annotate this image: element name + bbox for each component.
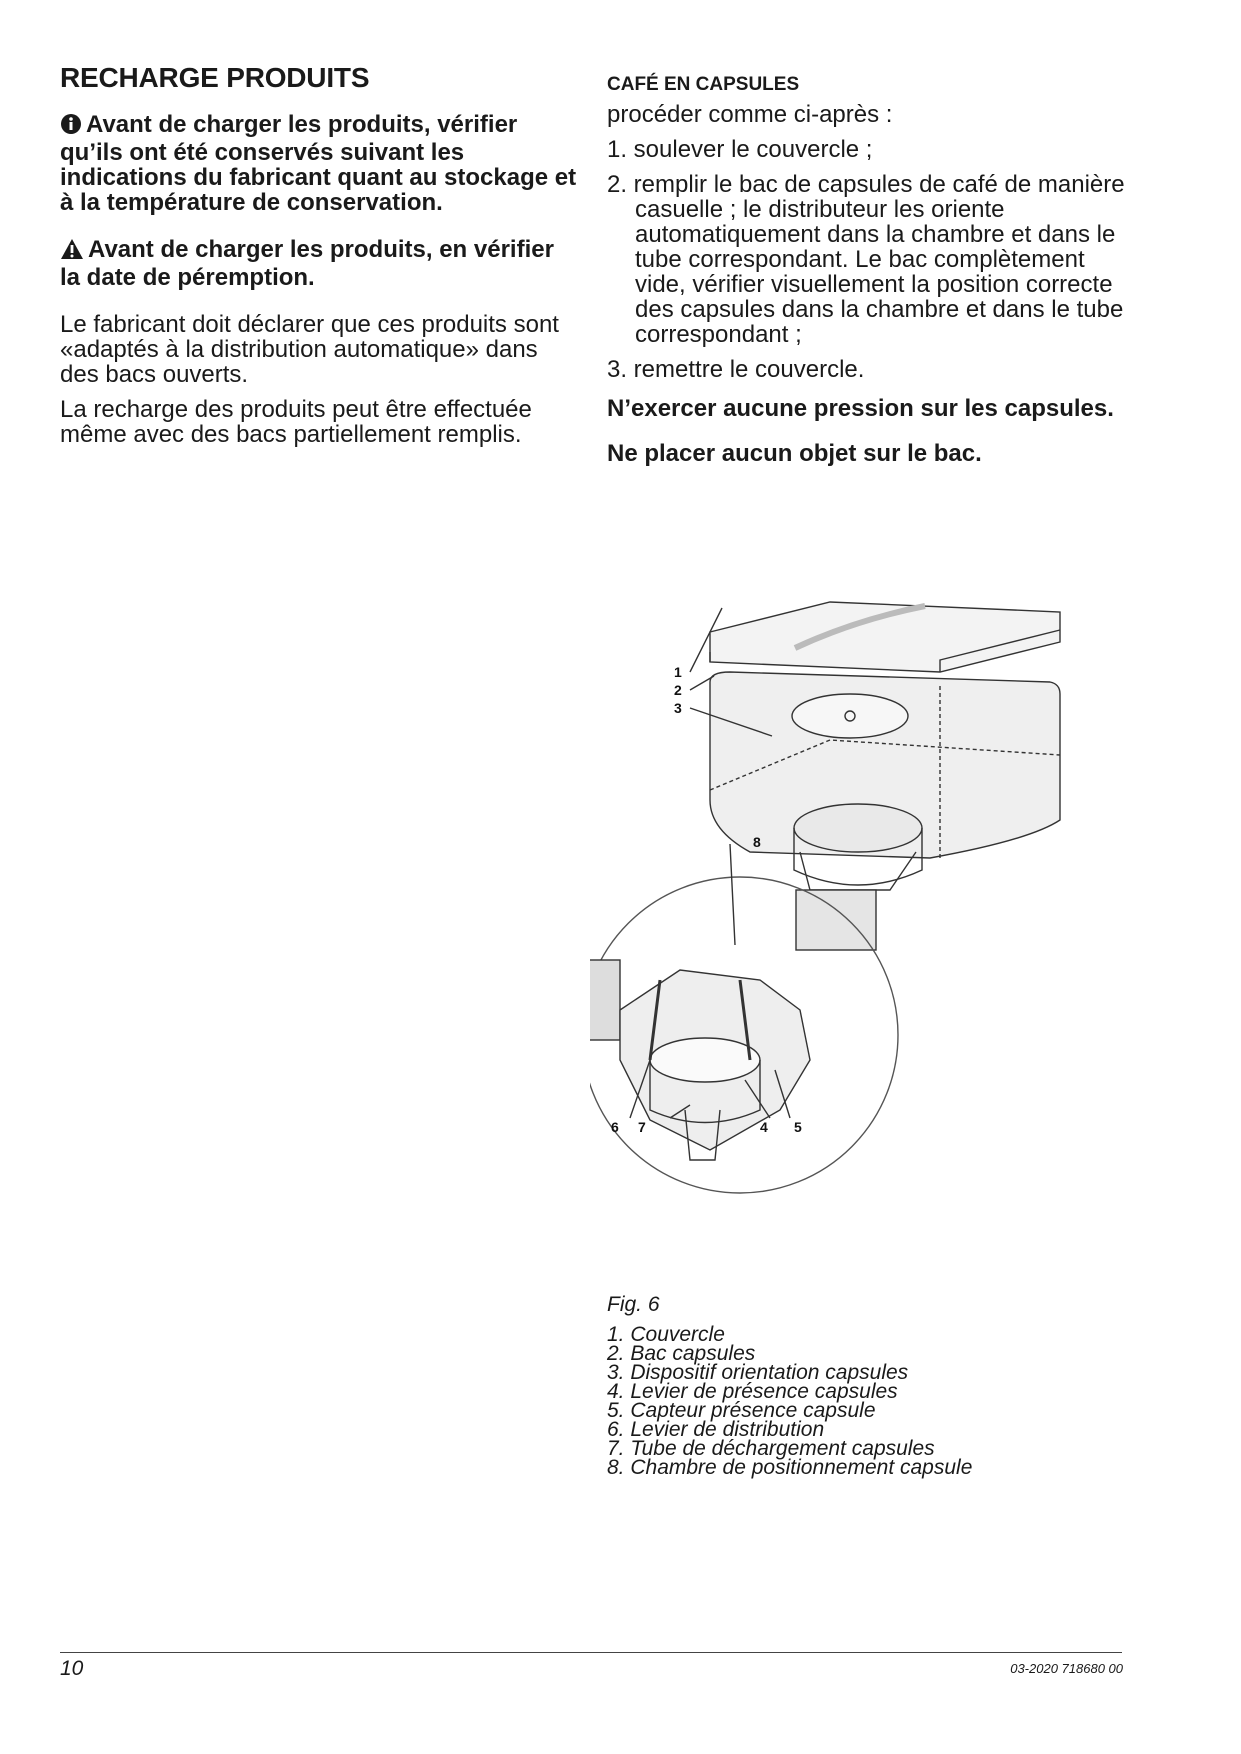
expiry-warning-text: Avant de charger les produits, en vérifier la date de péremption. (60, 236, 554, 291)
right-column (607, 62, 1127, 486)
legend-item: 3. Dispositif orientation capsules (607, 1361, 909, 1384)
capsules-intro: procéder comme ci-après : (607, 101, 893, 128)
callout-2: 2 (674, 682, 682, 698)
callout-5: 5 (794, 1119, 802, 1135)
warning-triangle-icon (60, 238, 84, 265)
info-icon (60, 113, 82, 140)
legend-item: 2. Bac capsules (607, 1342, 756, 1365)
legend-item: 7. Tube de déchargement capsules (607, 1437, 935, 1460)
legend-item: 5. Capteur présence capsule (607, 1399, 876, 1422)
footer-rule (60, 1652, 1122, 1653)
figure-legend (607, 1325, 972, 1477)
legend-item: 6. Levier de distribution (607, 1418, 825, 1441)
refill-paragraph: La recharge des produits peut être effectuée même avec des bacs partiellement remplis. (60, 396, 532, 448)
left-column (60, 62, 580, 457)
legend-item: 8. Chambre de positionnement capsule (607, 1456, 973, 1479)
callout-8: 8 (753, 834, 761, 850)
expiry-warning (60, 237, 580, 290)
step-item: 2. remplir le bac de capsules de café de manière casuelle ; le distributeur les oriente automatiquement dans la chambre et dans le tube correspondant. Le bac complètement vide, vérifier visuellement la position correcte des capsules dans la chambre et dans le tube correspondant ; (607, 171, 1125, 348)
object-note: Ne placer aucun objet sur le bac. (607, 440, 982, 467)
capsules-steps (607, 137, 1127, 382)
callout-6: 6 (611, 1119, 619, 1135)
pressure-note: N’exercer aucune pression sur les capsules. (607, 395, 1114, 422)
step-item: 1. soulever le couvercle ; (607, 136, 873, 163)
orientation-disk-drawing (792, 694, 908, 738)
capsule-dispenser-figure (590, 590, 1070, 1280)
info-warning-text: Avant de charger les produits, vérifier qu’ils ont été conservés suivant les indications du fabricant quant au stockage et à la température de conservation. (60, 111, 577, 216)
info-warning (60, 112, 580, 215)
legend-item: 4. Levier de présence capsules (607, 1380, 898, 1403)
legend-item: 1. Couvercle (607, 1323, 725, 1346)
manufacturer-paragraph: Le fabricant doit déclarer que ces produits sont «adaptés à la distribution automatique» dans des bacs ouverts. (60, 311, 559, 388)
callout-3: 3 (674, 700, 682, 716)
step-item: 3. remettre le couvercle. (607, 356, 865, 383)
callout-4: 4 (760, 1119, 768, 1135)
capsules-heading: CAFÉ EN CAPSULES (607, 74, 800, 95)
callout-1: 1 (674, 664, 682, 680)
section-title: RECHARGE PRODUITS (60, 62, 370, 93)
page-number: 10 (60, 1657, 84, 1680)
callout-7: 7 (638, 1119, 646, 1135)
figure-caption: Fig. 6 (607, 1293, 660, 1316)
document-code: 03-2020 718680 00 (1010, 1661, 1123, 1676)
